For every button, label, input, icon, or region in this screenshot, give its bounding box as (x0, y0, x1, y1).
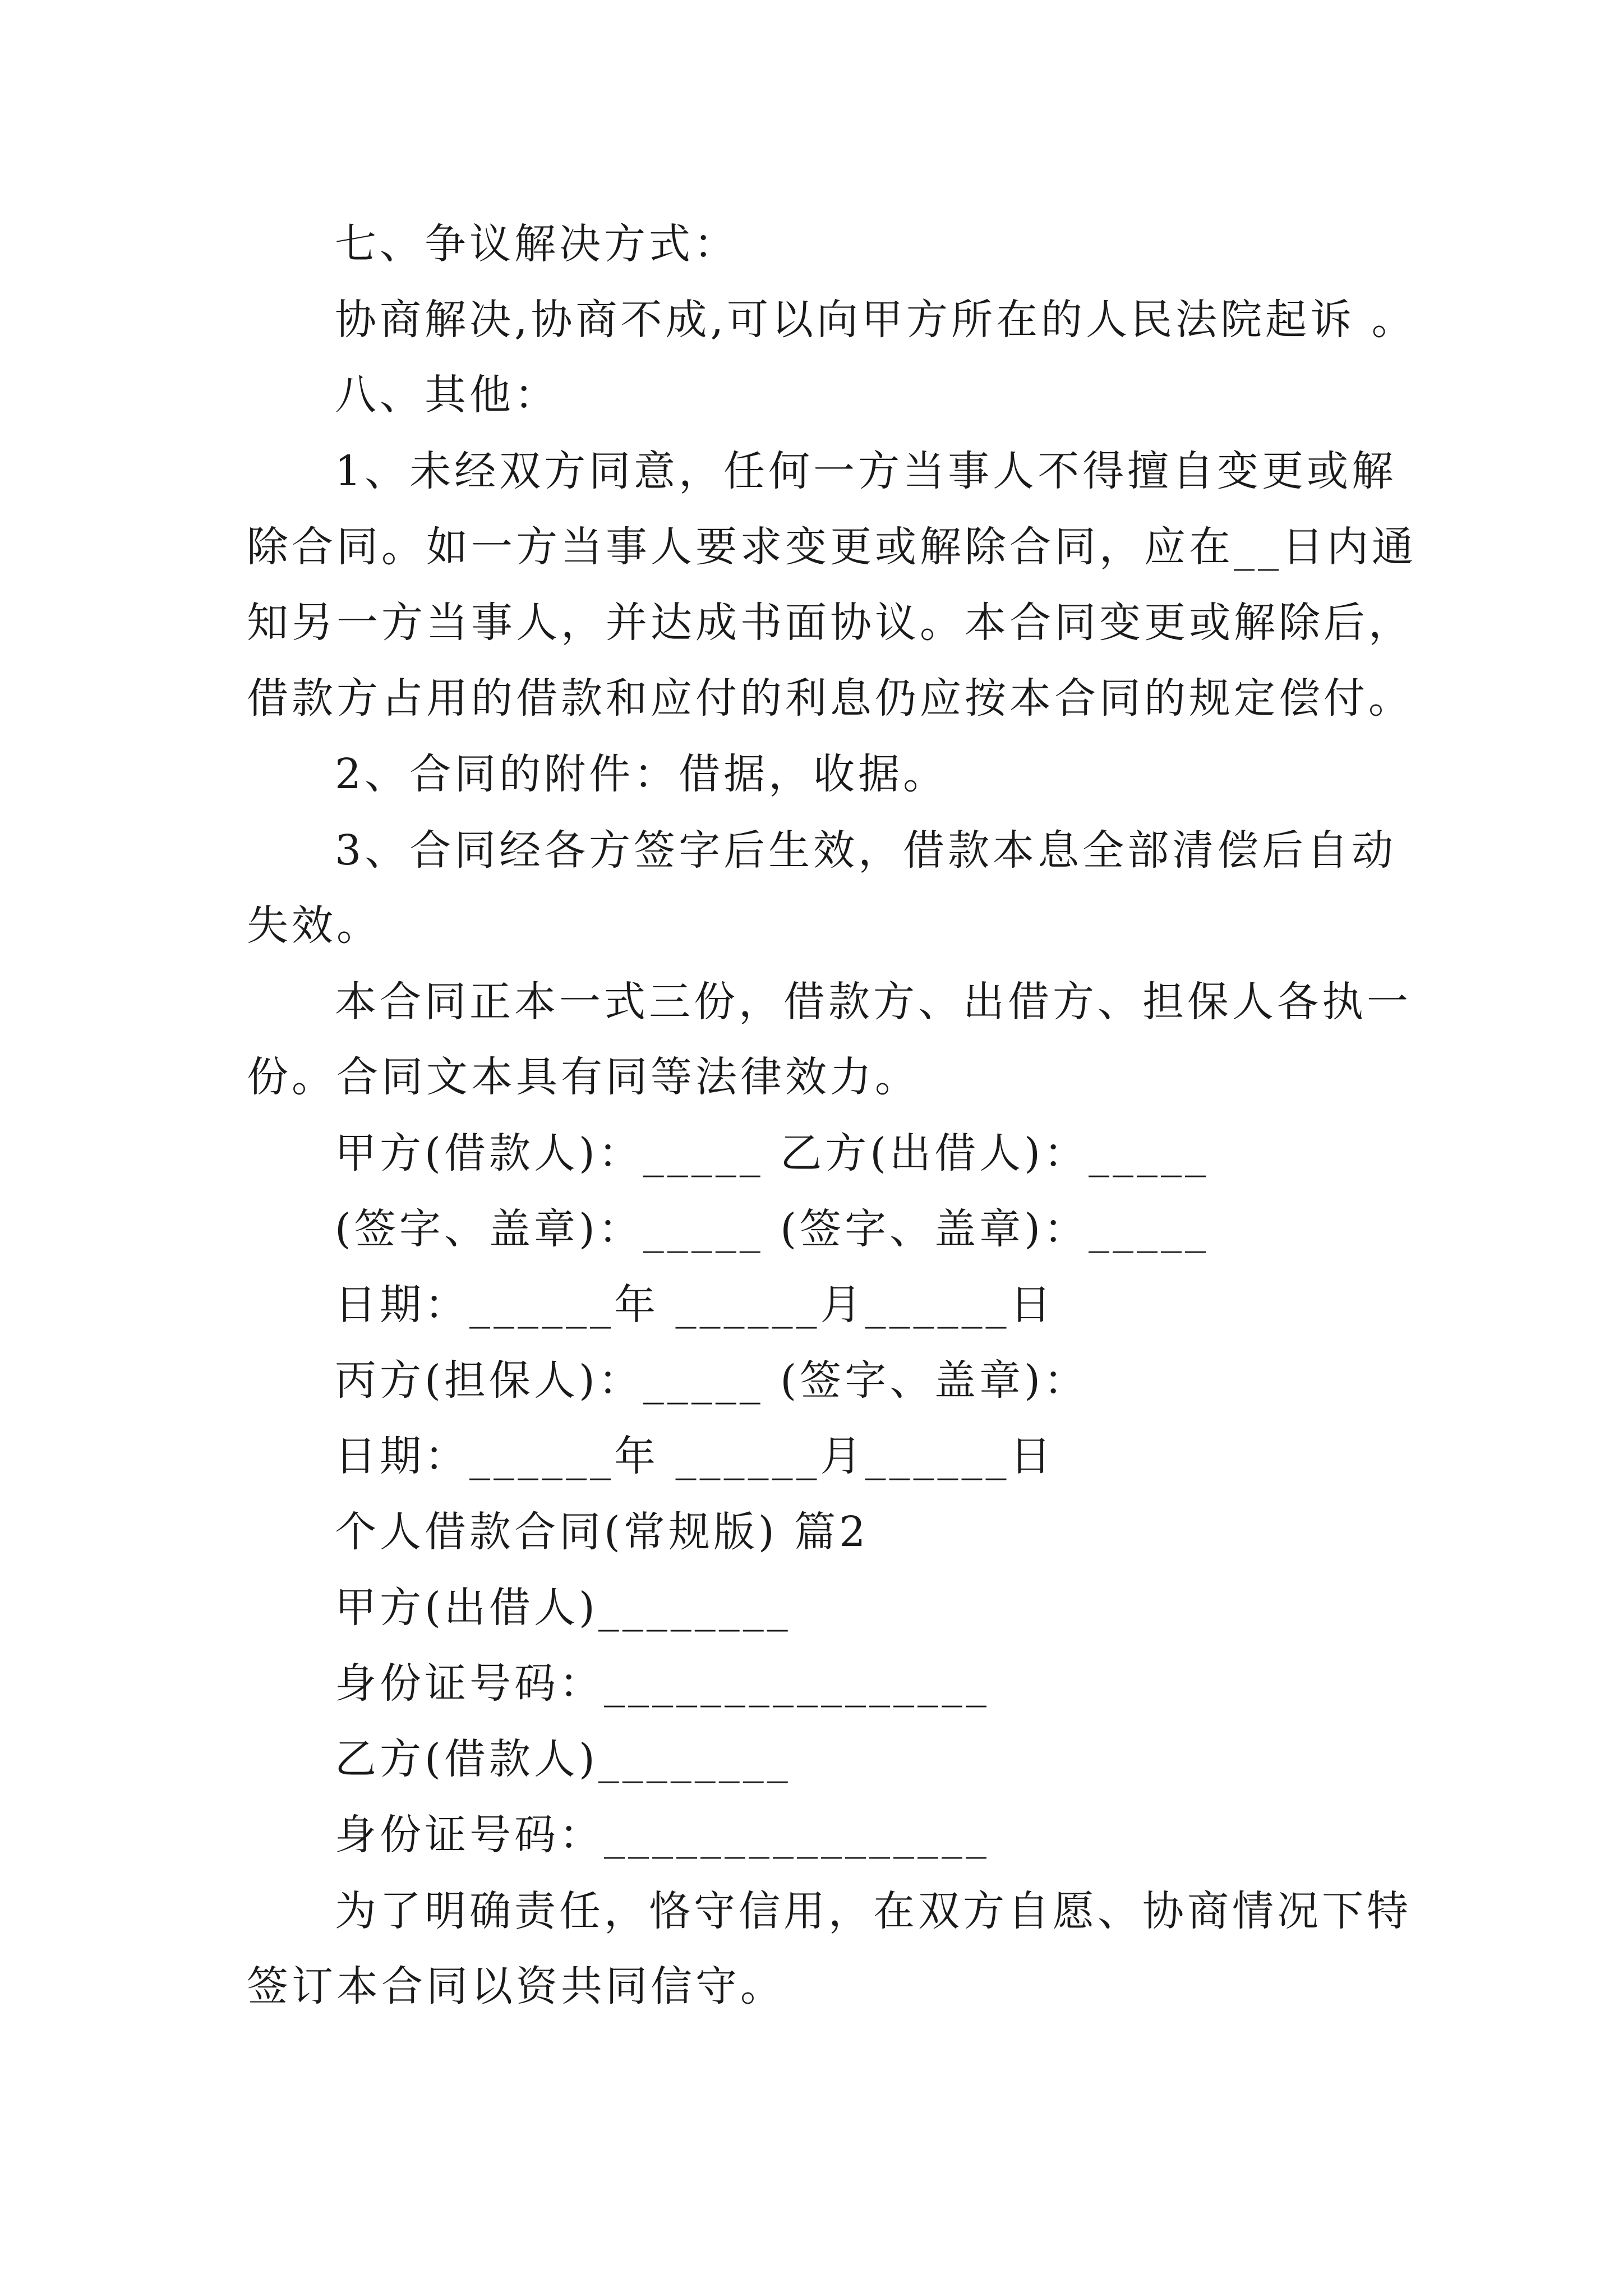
paragraph-line: 2、合同的附件：借据，收据。 (335, 750, 948, 798)
paragraph-line: 除合同。如一方当事人要求变更或解除合同，应在__日内通 (247, 523, 1417, 571)
paragraph-line: 知另一方当事人，并达成书面协议。本合同变更或解除后， (247, 599, 1413, 647)
paragraph-line: 本合同正本一式三份，借款方、出借方、担保人各执一 (335, 978, 1412, 1026)
paragraph-line: 1、未经双方同意，任何一方当事人不得擅自变更或解 (335, 447, 1397, 495)
paragraph-line: 协商解决,协商不成,可以向甲方所在的人民法院起诉 。 (335, 296, 1417, 344)
section-heading-other: 八、其他： (335, 371, 559, 419)
date-line: 日期：______年 ______月______日 (335, 1281, 1055, 1329)
paragraph-line: 为了明确责任，恪守信用，在双方自愿、协商情况下特 (335, 1887, 1412, 1935)
paragraph-line: 借款方占用的借款和应付的利息仍应按本合同的规定偿付。 (247, 674, 1413, 723)
signature-line-party-a-b: 甲方(借款人)：_____ 乙方(出借人)：_____ (335, 1129, 1210, 1177)
id-number-field: 身份证号码：________________ (335, 1659, 990, 1708)
paragraph-line: 3、合同经各方签字后生效，借款本息全部清偿后自动 (335, 826, 1397, 875)
section-heading-dispute: 七、争议解决方式： (335, 220, 739, 268)
id-number-field: 身份证号码：________________ (335, 1811, 990, 1859)
party-a-field: 甲方(出借人)________ (335, 1584, 791, 1632)
signature-line-seal: (签字、盖章)：_____ (签字、盖章)：_____ (335, 1205, 1210, 1253)
date-line: 日期：______年 ______月______日 (335, 1432, 1055, 1480)
section-title-contract-2: 个人借款合同(常规版) 篇2 (335, 1508, 869, 1556)
paragraph-line: 失效。 (247, 901, 381, 950)
paragraph-line: 签订本合同以资共同信守。 (247, 1962, 785, 2010)
paragraph-line: 份。合同文本具有同等法律效力。 (247, 1053, 920, 1101)
party-b-field: 乙方(借款人)________ (335, 1735, 791, 1783)
signature-line-guarantor: 丙方(担保人)：_____ (签字、盖章)： (335, 1356, 1089, 1405)
